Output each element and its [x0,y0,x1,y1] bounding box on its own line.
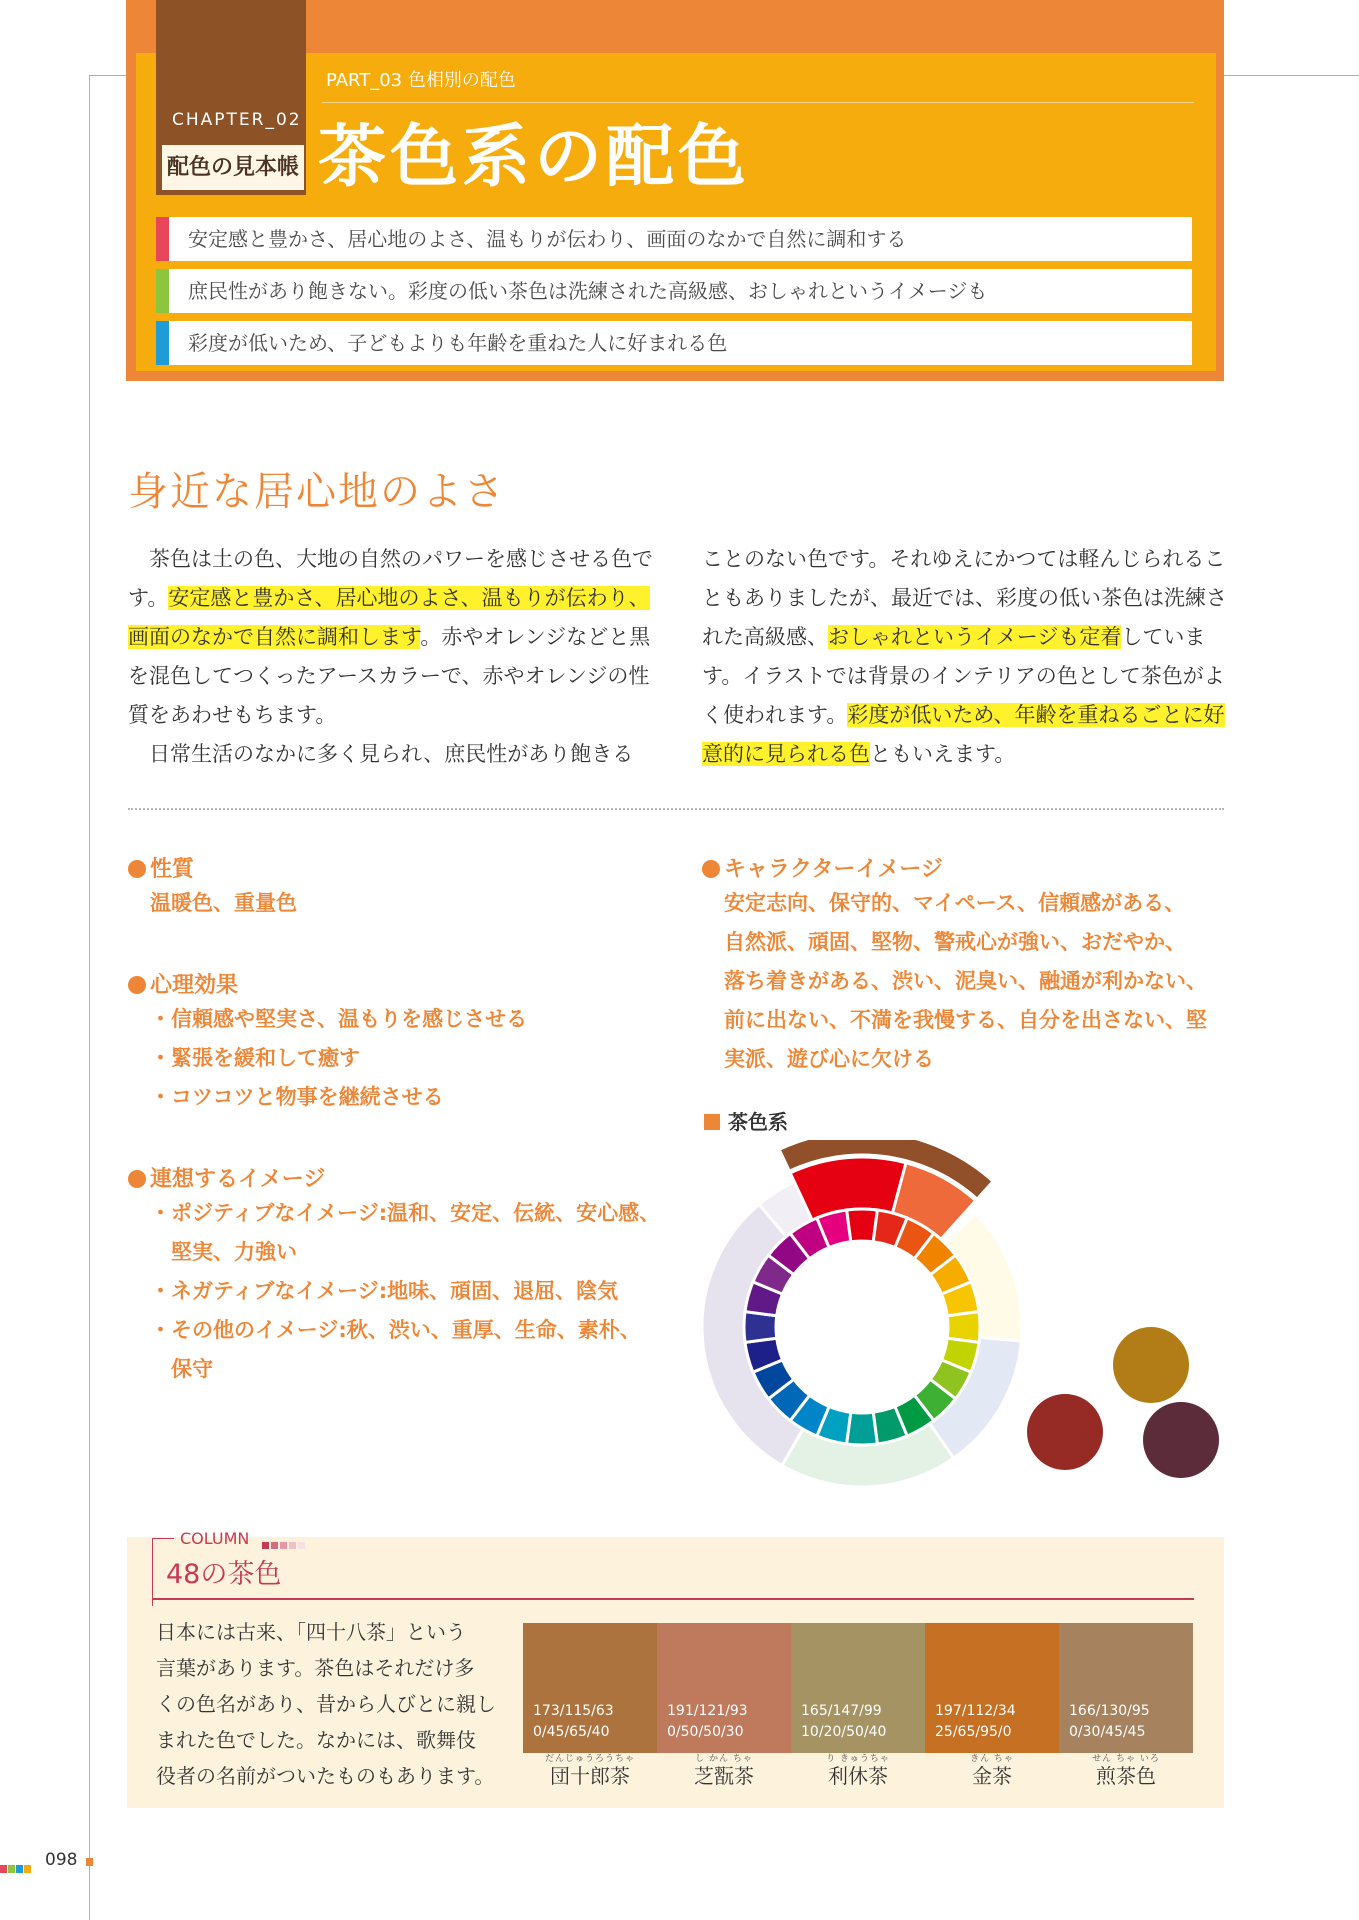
assoc-heading: 連想するイメージ [128,1162,325,1193]
swatch-values: 197/112/34 25/65/95/0 [935,1703,1016,1740]
psych-item: ・コツコツと物事を継続させる [150,1085,444,1109]
brown-sample-dot [1027,1394,1103,1470]
character-heading: キャラクターイメージ [702,852,943,883]
highlight-text: 彩度が低いため、年齢を重ねるごとに好意的に見られる色 [702,703,1225,766]
swatch-name: り きゅうちゃ 利休茶 [826,1754,890,1788]
bullet-dot [128,860,146,878]
column-title: 48の茶色 [166,1559,282,1590]
part-divider [322,102,1194,103]
nature-text: 温暖色、重量色 [150,891,297,915]
assoc-item: 保守 [171,1357,213,1381]
swatch-values: 165/147/99 10/20/50/40 [801,1703,887,1740]
color-swatch [657,1623,791,1753]
character-line: 落ち着きがある、渋い、泥臭い、融通が利かない、 [724,969,1207,993]
assoc-item: ・その他のイメージ:秋、渋い、重厚、生命、素朴、 [150,1318,641,1342]
body-text: ともいえます。 [870,742,1016,766]
color-swatch [1059,1623,1193,1753]
assoc-item: 堅実、力強い [171,1240,297,1264]
body-text: ことのない色です。それゆえにかつては軽んじられることもありましたが、最近では、彩度の低い茶色は洗練された高級感、 [702,547,1227,649]
swatch-name: きん ちゃ 金茶 [970,1754,1014,1788]
key-point-marker [156,217,169,261]
brown-sample-dot [1143,1402,1219,1478]
book-tag: 配色の見本帳 [162,145,304,190]
section-title: 身近な居心地のよさ [128,469,506,515]
key-point-marker [156,321,169,365]
column-text: 日本には古来、「四十八茶」という 言葉があります。茶色はそれだけ多 くの色名があり、昔から人びとに親し まれた色でした。なかには、歌舞伎 役者の名前がついたものもあります。 [156,1620,496,1788]
column-label: COLUMN [180,1529,250,1548]
swatch-values: 191/121/93 0/50/50/30 [667,1703,748,1740]
key-point-2 [156,269,1192,313]
character-line: 自然派、頑固、堅物、警戒心が強い、おだやか、 [724,930,1186,954]
key-point-text: 彩度が低いため、子どもよりも年齢を重ねた人に好まれる色 [188,331,728,355]
page-title: 茶色系の配色 [318,118,751,197]
bullet-dot [702,860,720,878]
character-line: 実派、遊び心に欠ける [724,1047,934,1071]
character-line: 前に出ない、不満を我慢する、自分を出さない、堅 [724,1008,1207,1032]
highlight-text: おしゃれというイメージも定着 [828,625,1122,649]
column-rule [152,1538,153,1606]
bullet-dot [128,976,146,994]
body-text-right [702,540,1232,774]
swatch-name: だんじゅうろうちゃ 団十郎茶 [544,1754,635,1788]
margin-guide-vertical [89,75,90,1920]
body-text: 日常生活のなかに多く見られ、庶民性があり飽きる [149,742,634,766]
nature-heading: 性質 [128,852,194,883]
psych-heading: 心理効果 [128,968,238,999]
color-swatch [791,1623,925,1753]
chapter-label: CHAPTER_02 [172,110,302,130]
margin-guide-left [89,75,127,76]
key-point-3 [156,321,1192,365]
body-text-left [128,540,658,774]
swatch-name: せん ちゃ いろ 煎茶色 [1092,1754,1160,1788]
legend-square [704,1114,720,1130]
psych-item: ・緊張を緩和して癒す [150,1046,360,1070]
character-line: 安定志向、保守的、マイペース、信頼感がある、 [724,891,1186,915]
margin-guide-right [1224,75,1359,76]
swatch-name: し かん ちゃ 芝翫茶 [694,1754,754,1788]
page-number: 098 [45,1850,78,1870]
column-rule [152,1538,174,1539]
assoc-item: ・ポジティブなイメージ:温和、安定、伝統、安心感、 [150,1201,661,1225]
column-label-squares [262,1534,307,1553]
footer-color-bars [0,1858,32,1877]
assoc-item: ・ネガティブなイメージ:地味、頑固、退屈、陰気 [150,1279,619,1303]
psych-item: ・信頼感や堅実さ、温もりを感じさせる [150,1007,528,1031]
key-point-marker [156,269,169,313]
part-label: PART_03 色相別の配色 [326,70,516,91]
body-text: 。赤やオレンジなどと黒を混色してつくったアースカラーで、赤やオレンジの性質をあわせもちます。 [128,625,651,727]
page-number-marker [86,1858,93,1866]
color-swatch [925,1623,1059,1753]
swatch-values: 166/130/95 0/30/45/45 [1069,1703,1150,1740]
body-text: 茶色は土の色、大地の自然のパワーを感じさせる色です。 [128,547,653,610]
color-swatch [523,1623,657,1753]
brown-sample-dot [1113,1327,1189,1403]
key-point-text: 庶民性があり飽きない。彩度の低い茶色は洗練された高級感、おしゃれというイメージも [188,279,988,303]
column-divider [152,1598,1194,1600]
wheel-legend: 茶色系 [704,1106,788,1135]
key-point-text: 安定感と豊かさ、居心地のよさ、温もりが伝わり、画面のなかで自然に調和する [188,227,907,251]
bullet-dot [128,1170,146,1188]
color-wheel [694,1140,1234,1520]
dotted-divider [128,808,1224,810]
highlight-text: 安定感と豊かさ、居心地のよさ、温もりが伝わり、画面のなかで自然に調和します [128,586,650,649]
body-text: しています。イラストでは背景のインテリアの色として茶色がよく使われます。 [702,625,1225,727]
key-point-1 [156,217,1192,261]
swatch-values: 173/115/63 0/45/65/40 [533,1703,614,1740]
